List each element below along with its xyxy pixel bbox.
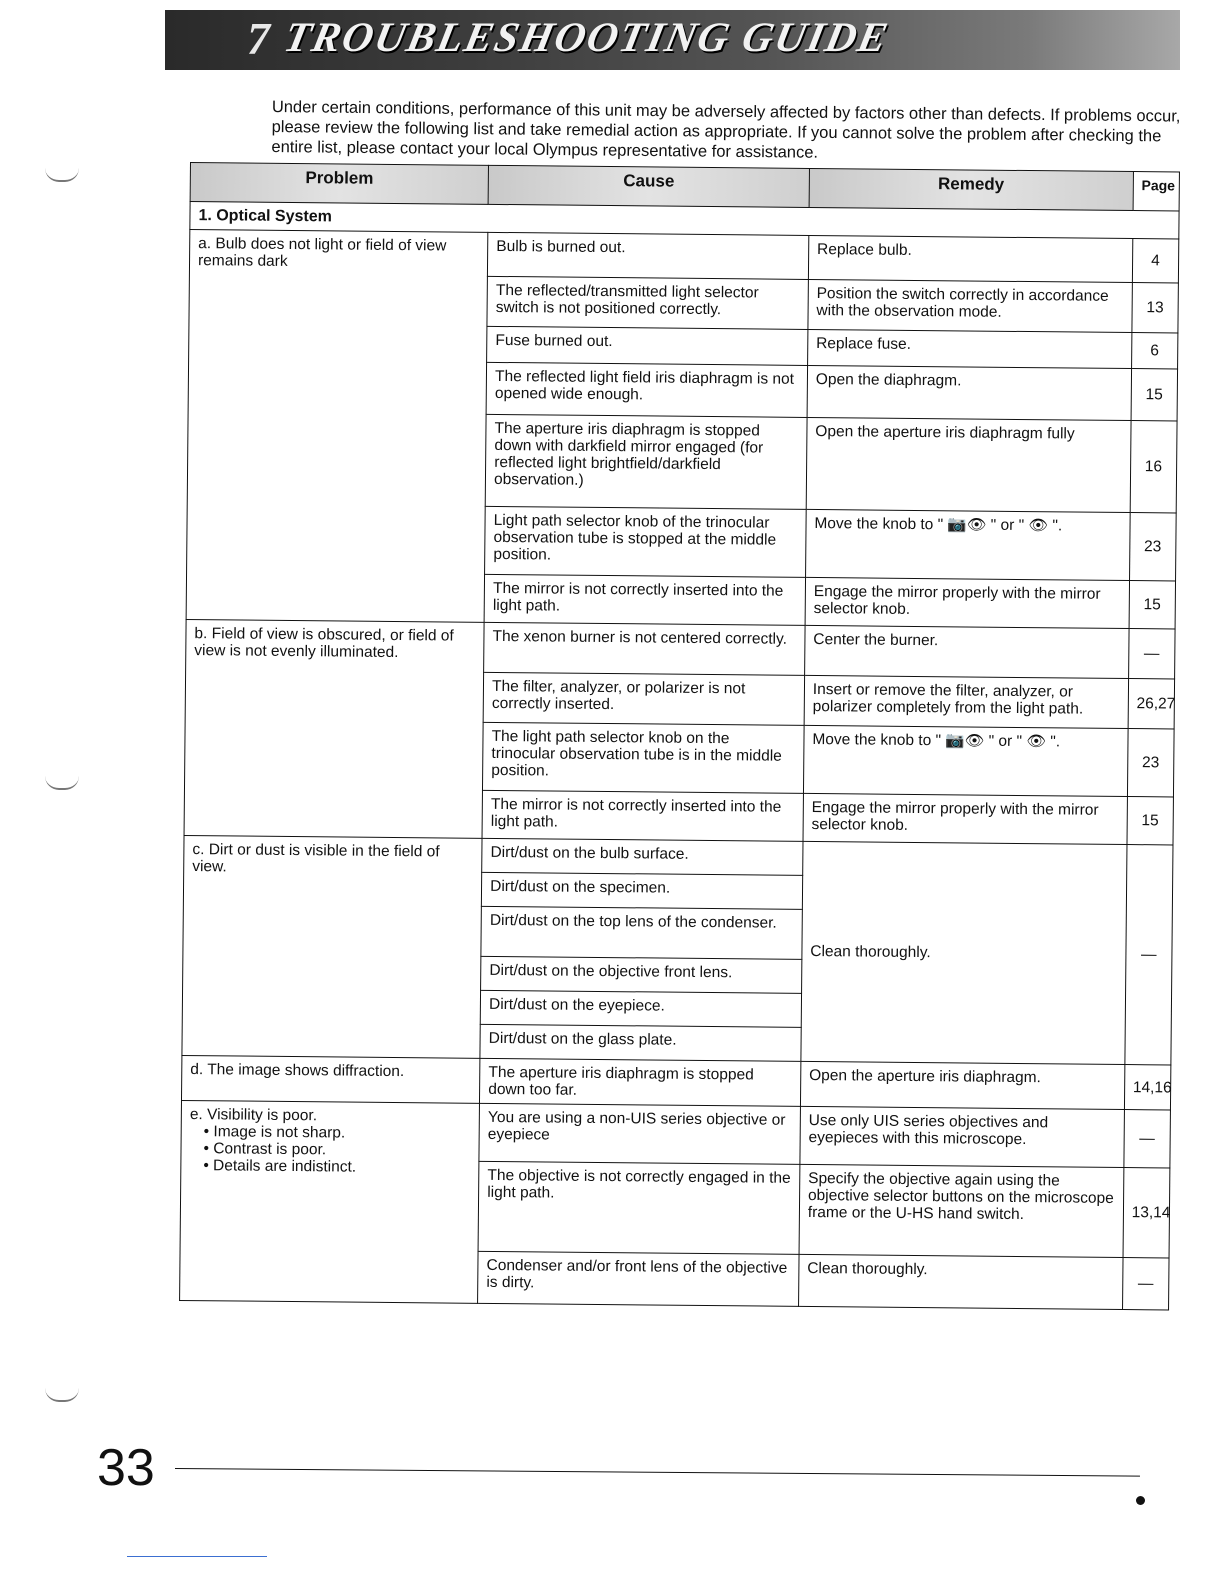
cause-cell: Dirt/dust on the top lens of the condenser. — [481, 906, 802, 959]
page-cell: 15 — [1129, 581, 1176, 629]
cause-cell: Fuse burned out. — [487, 326, 808, 365]
cause-cell: The reflected light field iris diaphragm is not opened wide enough. — [486, 362, 807, 417]
page-cell: 23 — [1129, 513, 1176, 581]
cause-cell: The mirror is not correctly inserted into the light path. — [484, 574, 805, 625]
cause-cell: The mirror is not correctly inserted into the light path. — [482, 790, 803, 841]
troubleshooting-table-wrap — [178, 162, 1180, 1386]
cause-cell: The filter, analyzer, or polarizer is not correctly inserted. — [483, 672, 804, 725]
problem-e — [180, 1100, 480, 1303]
page-cell: 15 — [1131, 369, 1178, 421]
footer-rule — [175, 1468, 1140, 1477]
remedy-cell: Open the aperture iris diaphragm fully — [806, 417, 1131, 512]
page-title: TROUBLESHOOTING GUIDE — [280, 15, 894, 61]
problem-e-bullets — [189, 1123, 471, 1177]
page-cell: 13 — [1132, 283, 1179, 333]
cause-cell: The objective is not correctly engaged in the light path. — [478, 1161, 800, 1254]
page-number: 33 — [97, 1439, 155, 1497]
problem-b: b. Field of view is obscured, or field of view is not evenly illuminated. — [184, 619, 484, 838]
column-header-cause: Cause — [488, 165, 809, 207]
table-row — [181, 1100, 1171, 1167]
cause-cell: The reflected/transmitted light selector switch is not positioned correctly. — [487, 276, 808, 329]
problem-d: d. The image shows diffraction. — [181, 1055, 480, 1103]
binder-hole-mark — [45, 168, 79, 182]
page-cell: — — [1124, 1110, 1171, 1168]
cause-cell: Dirt/dust on the objective front lens. — [481, 956, 802, 993]
binder-hole-mark — [45, 1388, 79, 1402]
page-cell: — — [1125, 845, 1173, 1065]
problem-a: a. Bulb does not light or field of view remains dark — [186, 230, 488, 623]
page-cell: 14,16 — [1124, 1065, 1171, 1110]
section-banner — [165, 10, 1180, 70]
list-item: • Details are indistinct. — [203, 1157, 470, 1177]
cause-cell: Condenser and/or front lens of the objective is dirty. — [478, 1251, 799, 1306]
remedy-cell: Engage the mirror properly with the mirror selector knob. — [805, 577, 1129, 628]
remedy-cell: Insert or remove the filter, analyzer, or polarizer completely from the light path. — [804, 675, 1128, 728]
remedy-cell: Use only UIS series objectives and eyepieces with this microscope. — [800, 1106, 1124, 1167]
footer-dot — [1136, 1496, 1145, 1505]
page-cell: — — [1128, 629, 1175, 679]
remedy-cell: Replace fuse. — [807, 329, 1131, 368]
cause-cell: The light path selector knob on the trinocular observation tube is in the middle position. — [483, 722, 804, 793]
list-item: • Contrast is poor. — [203, 1140, 470, 1160]
section-number: 7 — [247, 13, 270, 64]
cause-cell: Dirt/dust on the bulb surface. — [482, 838, 803, 875]
cause-cell: Bulb is burned out. — [488, 232, 809, 279]
list-item: • Image is not sharp. — [204, 1123, 471, 1143]
remedy-cell: Center the burner. — [804, 625, 1128, 678]
footer-link-line — [127, 1556, 267, 1557]
cause-cell: The xenon burner is not centered correctly. — [484, 622, 805, 675]
column-header-remedy: Remedy — [809, 168, 1133, 210]
remedy-cell: Clean thoroughly. — [801, 841, 1127, 1064]
page-cell: 26,27 — [1128, 679, 1175, 729]
table-row — [189, 230, 1178, 283]
remedy-cell: Move the knob to " 📷👁 " or " 👁 ". — [805, 509, 1129, 580]
page-cell: 16 — [1130, 421, 1177, 513]
page-cell: — — [1122, 1258, 1169, 1310]
remedy-cell: Position the switch correctly in accordance with the observation mode. — [808, 279, 1132, 332]
problem-e-title: e. Visibility is poor. — [189, 1106, 318, 1125]
remedy-cell: Engage the mirror properly with the mirror selector knob. — [803, 793, 1127, 844]
remedy-cell: Open the diaphragm. — [807, 365, 1131, 420]
column-header-page: Page — [1133, 172, 1180, 211]
page-cell: 4 — [1132, 239, 1179, 283]
page-cell: 13,14 — [1123, 1168, 1170, 1258]
cause-cell: You are using a non-UIS series objective or eyepiece — [479, 1103, 800, 1164]
remedy-cell: Clean thoroughly. — [798, 1254, 1122, 1309]
page-cell: 15 — [1127, 797, 1174, 845]
column-header-problem: Problem — [190, 163, 488, 205]
cause-cell: Dirt/dust on the eyepiece. — [480, 990, 801, 1027]
page-cell: 23 — [1127, 729, 1174, 797]
cause-cell: The aperture iris diaphragm is stopped down too far. — [480, 1058, 801, 1106]
cause-cell: The aperture iris diaphragm is stopped down with darkfield mirror engaged (for reflected light brightfield/darkfield observation.) — [485, 414, 807, 509]
remedy-cell: Move the knob to " 📷👁 " or " 👁 ". — [803, 725, 1127, 796]
table-row — [186, 619, 1175, 678]
intro-paragraph: Under certain conditions, performance of this unit may be adversely affected by factors other than defects. If problems occur, please review the following list and take remedial action as appropriate. If you cannot solve the problem after checking the entire list, please contact your local Olympus representative for assistance. — [271, 97, 1181, 162]
troubleshooting-table — [179, 162, 1180, 1310]
cause-cell: Light path selector knob of the trinocular observation tube is stopped at the middle position. — [485, 506, 806, 577]
cause-cell: Dirt/dust on the glass plate. — [480, 1024, 801, 1061]
page-cell: 6 — [1131, 333, 1178, 369]
remedy-cell: Open the aperture iris diaphragm. — [800, 1061, 1124, 1109]
cause-cell: Dirt/dust on the specimen. — [481, 872, 802, 909]
section-title: 1. Optical System — [190, 202, 1179, 239]
problem-c: c. Dirt or dust is visible in the field of view. — [182, 835, 482, 1058]
binder-hole-mark — [45, 776, 79, 790]
remedy-cell: Replace bulb. — [808, 235, 1132, 282]
remedy-cell: Specify the objective again using the objective selector buttons on the microscope frame or the U-HS hand switch. — [799, 1164, 1124, 1257]
